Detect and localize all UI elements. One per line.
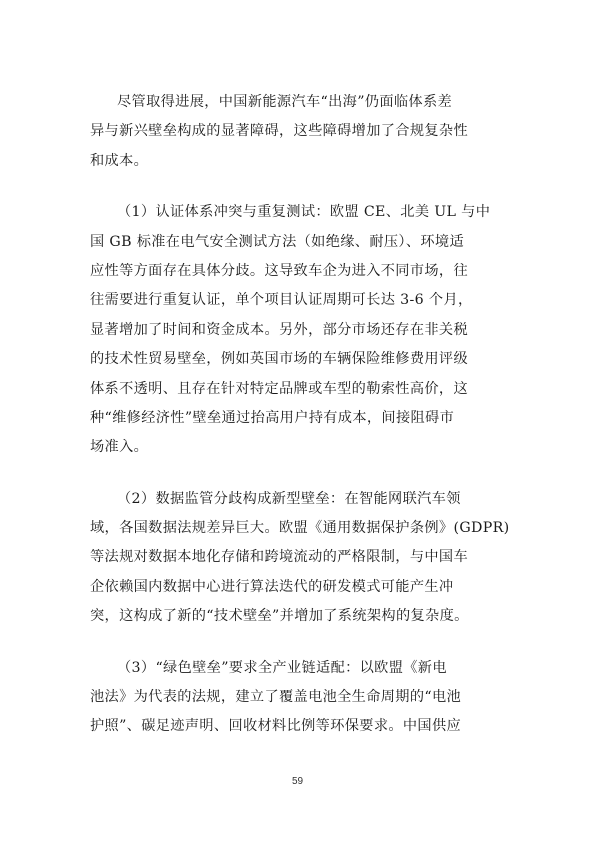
text-line: 场准入。	[90, 439, 149, 456]
paragraph-certification	[90, 198, 510, 463]
text-line: 突，这构成了新的“技术壁垒”并增加了系统架构的复杂度。	[90, 608, 469, 625]
text-line: 护照”、碳足迹声明、回收材料比例等环保要求。中国供应	[90, 718, 462, 735]
page-number: 59	[291, 776, 304, 787]
text-line: 国 GB 标准在电气安全测试方法（如绝缘、耐压）、环境适	[90, 233, 464, 250]
text-line: 池法》为代表的法规，建立了覆盖电池全生命周期的“电池	[90, 689, 462, 706]
text-line: 显著增加了时间和资金成本。另外，部分市场还存在非关税	[90, 321, 468, 338]
text-line: 和成本。	[90, 152, 149, 169]
text-line: （3）“绿色壁垒”要求全产业链适配：以欧盟《新电	[117, 659, 447, 676]
body-text	[90, 88, 510, 764]
text-line: （1）认证体系冲突与重复测试：欧盟 CE、北美 UL 与中	[117, 204, 491, 221]
paragraph-intro	[90, 88, 510, 176]
text-line: 的技术性贸易壁垒，例如英国市场的车辆保险维修费用评级	[90, 351, 468, 368]
text-line: 往需要进行重复认证，单个项目认证周期可长达 3-6 个月，	[90, 292, 473, 309]
text-line: （2）数据监管分歧构成新型壁垒：在智能网联汽车领	[117, 490, 461, 507]
text-line: 异与新兴壁垒构成的显著障碍，这些障碍增加了合规复杂性	[90, 123, 468, 140]
text-line: 尽管取得进展，中国新能源汽车“出海”仍面临体系差	[117, 94, 453, 110]
text-line: 域，各国数据法规差异巨大。欧盟《通用数据保护条例》(GDPR)	[90, 520, 510, 537]
paragraph-green-barrier	[90, 654, 510, 742]
text-line: 企依赖国内数据中心进行算法迭代的研发模式可能产生冲	[90, 578, 454, 595]
text-line: 等法规对数据本地化存储和跨境流动的严格限制，与中国车	[90, 549, 468, 566]
text-line: 种“维修经济性”壁垒通过抬高用户持有成本，间接阻碍市	[90, 409, 455, 426]
text-line: 应性等方面存在具体分歧。这导致车企为进入不同市场，往	[90, 262, 468, 279]
paragraph-data-regulation	[90, 485, 510, 632]
text-line: 体系不透明、且存在针对特定品牌或车型的勒索性高价，这	[90, 380, 468, 397]
